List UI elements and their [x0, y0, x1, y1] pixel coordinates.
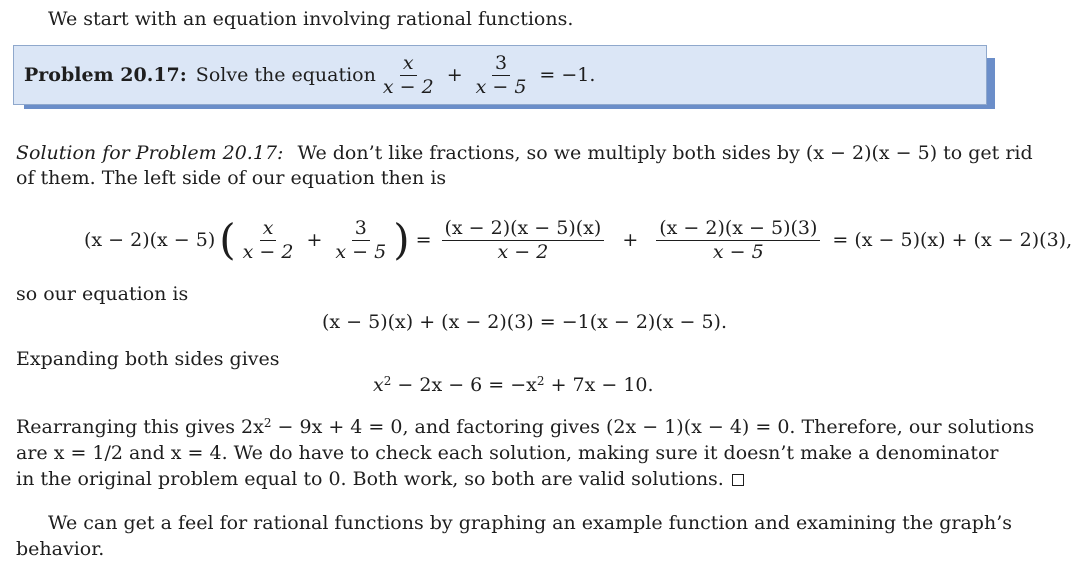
rearr-l3: in the original problem equal to 0. Both work, so both are valid solutions. — [16, 468, 724, 490]
rearr-l1b: − 9x + 4 = 0, and factoring gives (2x − 1)(x − 4) = 0. Therefore, our solutions — [271, 416, 1035, 438]
eq1-right-paren: ) — [393, 215, 410, 264]
eq3-end: + 7x − 10. — [544, 374, 654, 396]
solution-line-2: of them. The left side of our equation then is — [16, 167, 447, 189]
rearr-l1a: Rearranging this gives 2x — [16, 416, 264, 438]
solution-label: Solution for Problem 20.17: — [16, 142, 284, 164]
eq1-f2-num: 3 — [352, 218, 370, 241]
eq1-tail: = (x − 5)(x) + (x − 2)(3), — [832, 229, 1072, 251]
eq1-f1-den: x − 2 — [242, 240, 294, 263]
display-equation-2: (x − 5)(x) + (x − 2)(3) = −1(x − 2)(x − 5). — [322, 311, 728, 333]
problem-rhs: = −1. — [539, 64, 596, 86]
eq1-fraction-3 — [442, 218, 605, 263]
eq1-f3-den: x − 2 — [497, 240, 549, 263]
eq1-fraction-2 — [332, 218, 389, 263]
problem-lead: Solve the equation — [195, 64, 376, 86]
closing-line-2: behavior. — [16, 538, 105, 560]
problem-frac1-num: x — [400, 53, 417, 76]
so-line: so our equation is — [16, 283, 189, 305]
display-equation-1 — [84, 208, 1072, 272]
eq1-fraction-4 — [656, 218, 820, 263]
rearrange-line-2: are x = 1/2 and x = 4. We do have to check each solution, making sure it doesn’t make a denominator — [16, 442, 999, 464]
problem-frac2-num: 3 — [492, 53, 510, 76]
problem-frac1-den: x − 2 — [382, 75, 434, 98]
qed-square-icon — [732, 474, 744, 486]
eq1-left-paren: ( — [219, 215, 236, 264]
problem-statement — [24, 50, 595, 100]
eq3-exp1: 2 — [383, 374, 392, 388]
eq1-f4-num: (x − 2)(x − 5)(3) — [656, 218, 820, 241]
eq3-x: x — [373, 374, 384, 396]
problem-frac2-den: x − 5 — [475, 75, 527, 98]
problem-fraction-1 — [380, 53, 437, 98]
eq1-equals: = — [415, 229, 432, 251]
problem-label: Problem 20.17: — [24, 64, 187, 86]
problem-fraction-2 — [473, 53, 530, 98]
eq1-plus-2: + — [622, 229, 639, 251]
eq1-f2-den: x − 5 — [335, 240, 387, 263]
intro-text: We start with an equation involving rational functions. — [48, 8, 574, 30]
problem-box-shadow-right — [987, 58, 995, 104]
eq3-middle: − 2x − 6 = −x — [391, 374, 537, 396]
eq1-f3-num: (x − 2)(x − 5)(x) — [442, 218, 605, 241]
eq1-f4-den: x − 5 — [712, 240, 764, 263]
rearrange-line-3 — [16, 466, 744, 492]
eq1-f1-num: x — [260, 218, 277, 241]
rearr-l1exp: 2 — [263, 416, 272, 430]
eq1-plus: + — [306, 229, 323, 251]
eq1-prefix: (x − 2)(x − 5) — [84, 229, 216, 251]
solution-text-1: We don’t like fractions, so we multiply both sides by (x − 2)(x − 5) to get rid — [297, 142, 1033, 164]
problem-plus: + — [446, 64, 463, 86]
rearrange-line-1 — [16, 414, 1034, 440]
solution-line-1 — [16, 140, 1033, 166]
expand-line: Expanding both sides gives — [16, 348, 280, 370]
display-equation-3 — [373, 372, 654, 398]
eq3-exp2: 2 — [536, 374, 545, 388]
eq1-fraction-1 — [240, 218, 297, 263]
closing-line-1: We can get a feel for rational functions by graphing an example function and examining the graph’s — [48, 512, 1012, 534]
